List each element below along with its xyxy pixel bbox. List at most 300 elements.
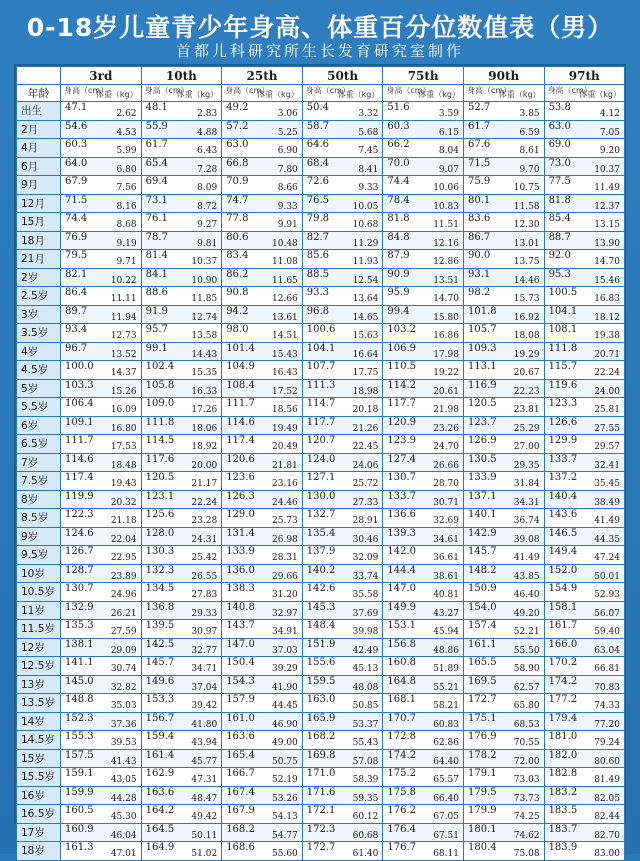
height-value: 145.7 xyxy=(467,546,497,557)
height-value: 95.7 xyxy=(145,324,168,335)
height-value: 153.1 xyxy=(387,620,417,631)
weight-value: 41.80 xyxy=(191,719,218,730)
weight-value: 10.83 xyxy=(433,201,459,212)
value-cell xyxy=(383,250,464,269)
value-cell xyxy=(544,453,624,472)
weight-value: 11.65 xyxy=(272,275,298,286)
height-value: 145.7 xyxy=(145,657,175,668)
value-cell xyxy=(544,398,624,417)
weight-value: 9.07 xyxy=(438,164,459,175)
weight-value: 18.06 xyxy=(191,423,218,434)
value-cell xyxy=(302,379,383,398)
value-cell xyxy=(302,453,383,472)
weight-value: 15.35 xyxy=(191,368,218,378)
table-row xyxy=(17,675,625,694)
weight-value: 26.98 xyxy=(272,534,298,545)
height-value: 66.8 xyxy=(226,157,249,169)
weight-unit-label: 体重（kg） xyxy=(579,90,621,99)
weight-value: 70.55 xyxy=(513,738,540,748)
height-value: 99.1 xyxy=(145,342,168,354)
height-value: 161.1 xyxy=(467,638,497,650)
weight-value: 20.18 xyxy=(352,405,379,415)
measure-header-cell xyxy=(61,85,142,102)
weight-value: 47.24 xyxy=(594,553,620,563)
weight-value: 29.35 xyxy=(513,460,540,471)
height-value: 159.4 xyxy=(145,731,175,742)
age-cell: 5.5岁 xyxy=(17,398,61,417)
age-cell: 3岁 xyxy=(17,305,61,324)
height-value: 171.6 xyxy=(306,786,336,798)
value-cell xyxy=(463,620,544,639)
height-value: 183.7 xyxy=(548,823,578,835)
weight-value: 9.19 xyxy=(116,238,137,249)
weight-value: 7.56 xyxy=(116,183,137,193)
height-value: 164.2 xyxy=(145,805,175,816)
height-value: 67.6 xyxy=(467,139,491,150)
weight-value: 27.33 xyxy=(352,497,379,508)
value-cell xyxy=(463,361,544,380)
table-row xyxy=(17,268,625,287)
height-value: 48.1 xyxy=(145,102,168,113)
weight-value: 43.85 xyxy=(513,571,540,582)
height-value: 149.4 xyxy=(548,546,578,557)
height-value: 175.1 xyxy=(467,712,497,724)
height-value: 176.4 xyxy=(387,823,417,835)
weight-value: 65.57 xyxy=(433,775,459,785)
height-value: 176.7 xyxy=(387,842,417,853)
weight-value: 81.49 xyxy=(594,775,620,785)
percentile-header: 97th xyxy=(544,67,624,85)
value-cell xyxy=(544,675,624,694)
value-cell xyxy=(61,731,142,750)
value-cell xyxy=(222,287,303,306)
value-cell xyxy=(463,583,544,602)
weight-value: 38.61 xyxy=(433,571,459,582)
weight-value: 58.90 xyxy=(513,664,540,674)
weight-value: 35.58 xyxy=(352,590,379,600)
value-cell xyxy=(544,176,624,195)
weight-value: 9.91 xyxy=(277,220,298,230)
height-value: 76.9 xyxy=(65,231,88,243)
value-cell xyxy=(302,527,383,546)
weight-value: 47.31 xyxy=(191,775,218,785)
weight-value: 30.71 xyxy=(433,497,459,508)
height-value: 174.2 xyxy=(548,675,578,687)
value-cell xyxy=(463,786,544,805)
table-row xyxy=(17,213,625,232)
height-value: 139.5 xyxy=(145,620,175,631)
weight-value: 8.68 xyxy=(116,220,137,230)
height-value: 70.9 xyxy=(226,176,249,187)
height-value: 81.8 xyxy=(548,194,571,206)
height-value: 107.7 xyxy=(306,361,336,372)
weight-value: 49.42 xyxy=(191,812,218,822)
height-value: 78.7 xyxy=(145,231,168,243)
value-cell xyxy=(222,120,303,139)
value-cell xyxy=(463,712,544,731)
weight-value: 43.94 xyxy=(191,738,218,748)
value-cell xyxy=(383,324,464,343)
weight-value: 52.93 xyxy=(594,590,620,600)
height-value: 159.9 xyxy=(65,786,94,798)
weight-value: 9.27 xyxy=(197,220,218,230)
height-value: 171.0 xyxy=(306,768,336,779)
height-value: 179.4 xyxy=(548,712,578,724)
table-body xyxy=(17,102,625,861)
weight-value: 74.25 xyxy=(513,812,540,822)
value-cell xyxy=(544,583,624,602)
weight-value: 37.04 xyxy=(191,682,218,693)
value-cell xyxy=(544,805,624,824)
height-value: 79.5 xyxy=(65,250,88,261)
age-cell: 7岁 xyxy=(17,453,61,472)
age-cell: 14岁 xyxy=(17,712,61,731)
height-value: 82.7 xyxy=(306,231,330,243)
weight-value: 11.29 xyxy=(352,238,379,249)
weight-value: 9.33 xyxy=(277,201,298,212)
height-value: 133.7 xyxy=(387,490,417,502)
value-cell xyxy=(544,231,624,250)
height-value: 81.8 xyxy=(387,213,410,224)
value-cell xyxy=(61,657,142,676)
percentile-header-row xyxy=(17,67,625,85)
value-cell xyxy=(544,213,624,232)
weight-value: 24.00 xyxy=(594,386,620,397)
weight-value: 51.02 xyxy=(191,849,218,859)
value-cell xyxy=(61,675,142,694)
weight-value: 10.75 xyxy=(513,183,540,193)
value-cell xyxy=(463,805,544,824)
measure-header-row xyxy=(17,85,625,102)
age-cell: 5岁 xyxy=(17,379,61,398)
value-cell xyxy=(61,601,142,620)
weight-value: 11.93 xyxy=(352,257,379,267)
weight-value: 74.62 xyxy=(513,830,540,841)
weight-value: 54.13 xyxy=(272,812,298,822)
height-value: 103.2 xyxy=(387,324,417,335)
weight-value: 24.46 xyxy=(272,497,298,508)
weight-value: 34.71 xyxy=(191,664,218,674)
height-value: 141.1 xyxy=(65,657,94,668)
weight-value: 12.16 xyxy=(433,238,459,249)
value-cell xyxy=(61,416,142,435)
weight-value: 16.92 xyxy=(513,312,540,323)
weight-value: 17.53 xyxy=(110,442,137,452)
height-value: 168.6 xyxy=(226,842,255,853)
height-value: 125.6 xyxy=(145,509,175,520)
weight-value: 48.47 xyxy=(191,793,218,804)
table-row xyxy=(17,157,625,176)
height-value: 152.3 xyxy=(65,712,94,724)
weight-value: 12.66 xyxy=(272,294,298,304)
weight-value: 28.70 xyxy=(433,479,459,489)
weight-value: 60.68 xyxy=(352,830,379,841)
table-row xyxy=(17,231,625,250)
height-value: 77.8 xyxy=(226,213,249,224)
value-cell xyxy=(463,490,544,509)
height-value: 142.5 xyxy=(145,638,175,650)
weight-value: 17.26 xyxy=(191,405,218,415)
height-value: 127.1 xyxy=(306,472,336,483)
weight-value: 15.80 xyxy=(433,312,459,323)
age-cell: 15岁 xyxy=(17,749,61,768)
weight-value: 15.46 xyxy=(594,275,620,286)
weight-value: 32.41 xyxy=(594,460,620,471)
value-cell xyxy=(61,546,142,565)
weight-value: 59.35 xyxy=(352,793,379,804)
height-value: 160.5 xyxy=(65,805,94,816)
weight-value: 25.42 xyxy=(191,553,218,563)
height-value: 88.7 xyxy=(548,231,571,243)
value-cell xyxy=(141,250,222,269)
weight-value: 8.72 xyxy=(197,201,218,212)
value-cell xyxy=(61,712,142,731)
value-cell xyxy=(61,768,142,787)
weight-value: 6.43 xyxy=(197,146,218,156)
height-value: 95.9 xyxy=(387,287,410,298)
height-value: 130.3 xyxy=(145,546,175,557)
height-value: 140.2 xyxy=(306,564,336,576)
percentile-header: 3rd xyxy=(61,67,142,85)
table-row xyxy=(17,139,625,158)
value-cell xyxy=(302,546,383,565)
age-cell: 2月 xyxy=(17,120,61,139)
weight-value: 55.50 xyxy=(513,645,540,656)
weight-value: 18.98 xyxy=(352,386,379,397)
height-value: 170.7 xyxy=(387,712,417,724)
weight-value: 36.61 xyxy=(433,553,459,563)
weight-value: 45.30 xyxy=(110,812,137,822)
height-value: 111.3 xyxy=(306,379,336,391)
weight-value: 23.89 xyxy=(110,571,137,582)
height-value: 120.5 xyxy=(467,398,497,409)
value-cell xyxy=(141,675,222,694)
value-cell xyxy=(463,527,544,546)
weight-value: 32.82 xyxy=(110,682,137,693)
weight-value: 5.68 xyxy=(358,127,379,138)
weight-value: 37.36 xyxy=(110,719,137,730)
weight-unit-label: 体重（kg） xyxy=(176,90,219,99)
height-value: 117.4 xyxy=(65,472,94,483)
table-row xyxy=(17,435,625,454)
weight-value: 27.55 xyxy=(594,423,620,434)
height-value: 108.4 xyxy=(226,379,255,391)
height-value: 172.1 xyxy=(306,805,336,816)
value-cell xyxy=(141,102,222,121)
height-value: 109.1 xyxy=(65,416,94,428)
height-value: 166.0 xyxy=(548,638,578,650)
value-cell xyxy=(544,416,624,435)
height-value: 60.3 xyxy=(65,139,88,150)
age-cell: 18岁 xyxy=(17,842,61,861)
value-cell xyxy=(544,768,624,787)
weight-value: 30.97 xyxy=(191,627,218,637)
height-value: 150.9 xyxy=(467,583,497,594)
height-value: 157.4 xyxy=(467,620,497,631)
weight-value: 20.67 xyxy=(513,368,540,378)
weight-value: 19.38 xyxy=(594,331,620,341)
height-value: 85.4 xyxy=(548,213,571,224)
value-cell xyxy=(222,324,303,343)
value-cell xyxy=(544,564,624,583)
weight-value: 20.71 xyxy=(594,349,620,360)
age-cell: 4岁 xyxy=(17,342,61,361)
height-value: 119.6 xyxy=(548,379,578,391)
weight-value: 3.32 xyxy=(358,109,379,119)
weight-value: 16.33 xyxy=(191,386,218,397)
value-cell xyxy=(383,379,464,398)
weight-value: 41.90 xyxy=(272,682,298,693)
value-cell xyxy=(302,287,383,306)
height-value: 159.5 xyxy=(306,675,336,687)
weight-value: 17.52 xyxy=(272,386,298,397)
value-cell xyxy=(463,842,544,861)
value-cell xyxy=(141,527,222,546)
age-cell: 14.5岁 xyxy=(17,731,61,750)
value-cell xyxy=(222,694,303,713)
height-value: 104.1 xyxy=(548,305,578,317)
weight-value: 50.11 xyxy=(191,830,218,841)
height-value: 154.3 xyxy=(226,675,255,687)
weight-value: 34.91 xyxy=(272,627,298,637)
weight-value: 13.15 xyxy=(594,220,620,230)
value-cell xyxy=(383,638,464,657)
value-cell xyxy=(463,287,544,306)
weight-value: 34.61 xyxy=(433,534,459,545)
height-value: 126.9 xyxy=(467,435,497,446)
height-value: 151.9 xyxy=(306,638,336,650)
value-cell xyxy=(302,157,383,176)
value-cell xyxy=(544,268,624,287)
height-value: 108.1 xyxy=(548,324,578,335)
height-value: 163.6 xyxy=(226,731,255,742)
measure-header-cell xyxy=(544,85,624,102)
height-value: 100.6 xyxy=(306,324,336,335)
weight-value: 46.90 xyxy=(272,719,298,730)
weight-value: 32.09 xyxy=(352,553,379,563)
value-cell xyxy=(544,657,624,676)
value-cell xyxy=(383,768,464,787)
weight-value: 8.41 xyxy=(358,164,379,175)
weight-value: 33.74 xyxy=(352,571,379,582)
weight-value: 39.29 xyxy=(272,664,298,674)
weight-value: 8.16 xyxy=(116,201,137,212)
height-value: 86.4 xyxy=(65,287,88,298)
value-cell xyxy=(544,472,624,491)
height-value: 145.3 xyxy=(306,601,336,613)
weight-value: 22.95 xyxy=(110,553,137,563)
value-cell xyxy=(383,546,464,565)
value-cell xyxy=(141,231,222,250)
value-cell xyxy=(61,435,142,454)
weight-value: 60.12 xyxy=(352,812,379,822)
height-value: 111.7 xyxy=(226,398,255,409)
value-cell xyxy=(222,823,303,842)
weight-value: 50.01 xyxy=(594,571,620,582)
height-value: 137.9 xyxy=(306,546,336,557)
age-cell: 18月 xyxy=(17,231,61,250)
value-cell xyxy=(141,416,222,435)
value-cell xyxy=(302,250,383,269)
measure-header-cell xyxy=(222,85,303,102)
value-cell xyxy=(61,287,142,306)
value-cell xyxy=(302,583,383,602)
weight-value: 41.43 xyxy=(110,756,137,767)
weight-value: 61.40 xyxy=(352,849,379,859)
measure-header-cell xyxy=(141,85,222,102)
weight-value: 3.85 xyxy=(519,109,540,119)
value-cell xyxy=(383,805,464,824)
weight-value: 49.00 xyxy=(272,738,298,748)
weight-value: 16.80 xyxy=(110,423,137,434)
value-cell xyxy=(463,231,544,250)
height-value: 165.5 xyxy=(467,657,497,668)
weight-value: 67.05 xyxy=(433,812,459,822)
weight-value: 68.53 xyxy=(513,719,540,730)
height-value: 105.8 xyxy=(145,379,175,391)
value-cell xyxy=(222,490,303,509)
height-value: 89.7 xyxy=(65,305,88,317)
age-cell: 4月 xyxy=(17,139,61,158)
measure-header-cell xyxy=(383,85,464,102)
weight-value: 8.09 xyxy=(197,183,218,193)
value-cell xyxy=(61,213,142,232)
value-cell xyxy=(61,786,142,805)
age-cell: 10.5岁 xyxy=(17,583,61,602)
weight-value: 20.49 xyxy=(272,442,298,452)
height-value: 169.8 xyxy=(306,749,336,761)
weight-value: 37.69 xyxy=(352,608,379,619)
value-cell xyxy=(222,583,303,602)
weight-value: 12.30 xyxy=(513,220,540,230)
height-value: 100.5 xyxy=(548,287,578,298)
height-value: 133.7 xyxy=(548,453,578,465)
height-value: 139.3 xyxy=(387,527,417,539)
table-row xyxy=(17,601,625,620)
value-cell xyxy=(141,453,222,472)
weight-value: 10.48 xyxy=(272,238,298,249)
value-cell xyxy=(383,231,464,250)
height-value: 160.9 xyxy=(65,823,94,835)
height-value: 106.4 xyxy=(65,398,94,409)
height-value: 164.9 xyxy=(145,842,175,853)
weight-value: 27.83 xyxy=(191,590,218,600)
value-cell xyxy=(463,638,544,657)
weight-value: 80.60 xyxy=(594,756,620,767)
weight-value: 73.73 xyxy=(513,793,540,804)
weight-value: 55.60 xyxy=(272,849,298,859)
height-value: 137.2 xyxy=(548,472,578,483)
value-cell xyxy=(141,620,222,639)
value-cell xyxy=(141,583,222,602)
value-cell xyxy=(61,102,142,121)
height-value: 111.8 xyxy=(548,342,578,354)
table-row xyxy=(17,305,625,324)
value-cell xyxy=(141,786,222,805)
weight-value: 17.98 xyxy=(433,349,459,360)
height-value: 132.9 xyxy=(65,601,94,613)
height-value: 128.0 xyxy=(145,527,175,539)
height-value: 92.0 xyxy=(548,250,571,261)
value-cell xyxy=(463,324,544,343)
value-cell xyxy=(383,305,464,324)
value-cell xyxy=(222,472,303,491)
weight-value: 29.57 xyxy=(594,442,620,452)
age-cell: 15.5岁 xyxy=(17,768,61,787)
value-cell xyxy=(302,102,383,121)
value-cell xyxy=(463,694,544,713)
height-unit-label: 身高（cm） xyxy=(225,86,270,95)
